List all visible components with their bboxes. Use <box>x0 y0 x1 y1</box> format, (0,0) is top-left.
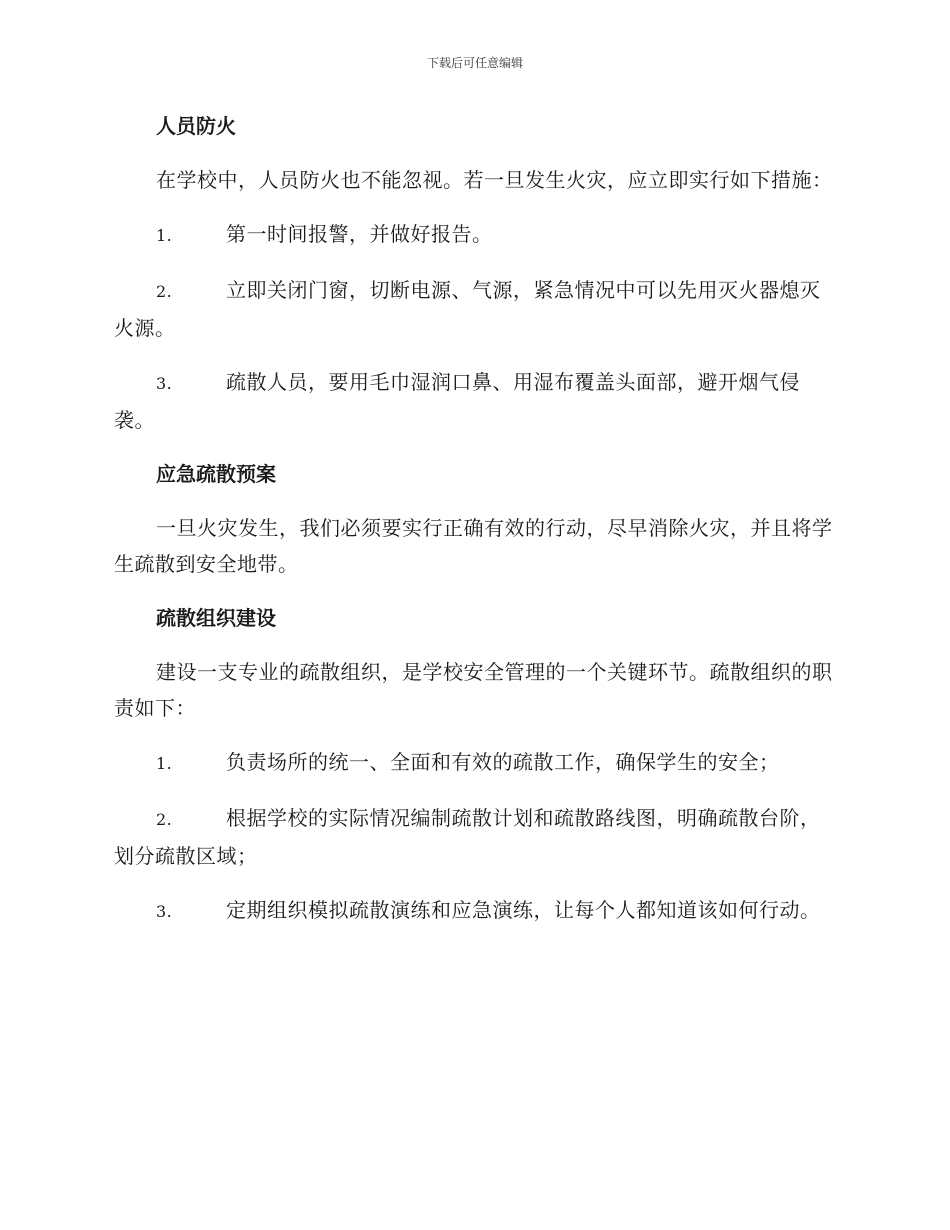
list-number: 2. <box>156 810 173 829</box>
list-text: 立即关闭门窗，切断电源、气源，紧急情况中可以先用灭火器熄灭火源。 <box>114 278 821 340</box>
list-item <box>114 216 836 254</box>
list-number: 1. <box>156 754 173 773</box>
section-heading: 人员防火 <box>156 114 236 138</box>
section-heading: 应急疏散预案 <box>156 462 276 486</box>
section-heading: 疏散组织建设 <box>156 606 276 630</box>
list-text: 疏散人员，要用毛巾湿润口鼻、用湿布覆盖头面部，避开烟气侵袭。 <box>114 370 800 432</box>
list-number: 1. <box>156 226 173 245</box>
list-item <box>114 800 836 874</box>
list-text: 负责场所的统一、全面和有效的疏散工作，确保学生的安全； <box>226 750 780 774</box>
section-paragraph: 一旦火灾发生，我们必须要实行正确有效的行动，尽早消除火灾，并且将学生疏散到安全地带。 <box>114 516 833 576</box>
section-paragraph: 在学校中，人员防火也不能忽视。若一旦发生火灾，应立即实行如下措施： <box>156 168 833 192</box>
list-item <box>114 892 836 930</box>
list-item <box>114 272 836 346</box>
list-text: 根据学校的实际情况编制疏散计划和疏散路线图，明确疏散台阶，划分疏散区域； <box>114 806 821 868</box>
list-text: 第一时间报警，并做好报告。 <box>226 222 493 246</box>
header-note: 下载后可任意编辑 <box>426 56 523 70</box>
list-number: 3. <box>156 902 173 921</box>
list-item <box>114 744 836 782</box>
list-text: 定期组织模拟疏散演练和应急演练，让每个人都知道该如何行动。 <box>226 898 821 922</box>
list-number: 3. <box>156 374 173 393</box>
section-paragraph: 建设一支专业的疏散组织，是学校安全管理的一个关键环节。疏散组织的职责如下： <box>114 660 833 720</box>
list-number: 2. <box>156 282 173 301</box>
document-body <box>114 108 836 948</box>
list-item <box>114 364 836 438</box>
